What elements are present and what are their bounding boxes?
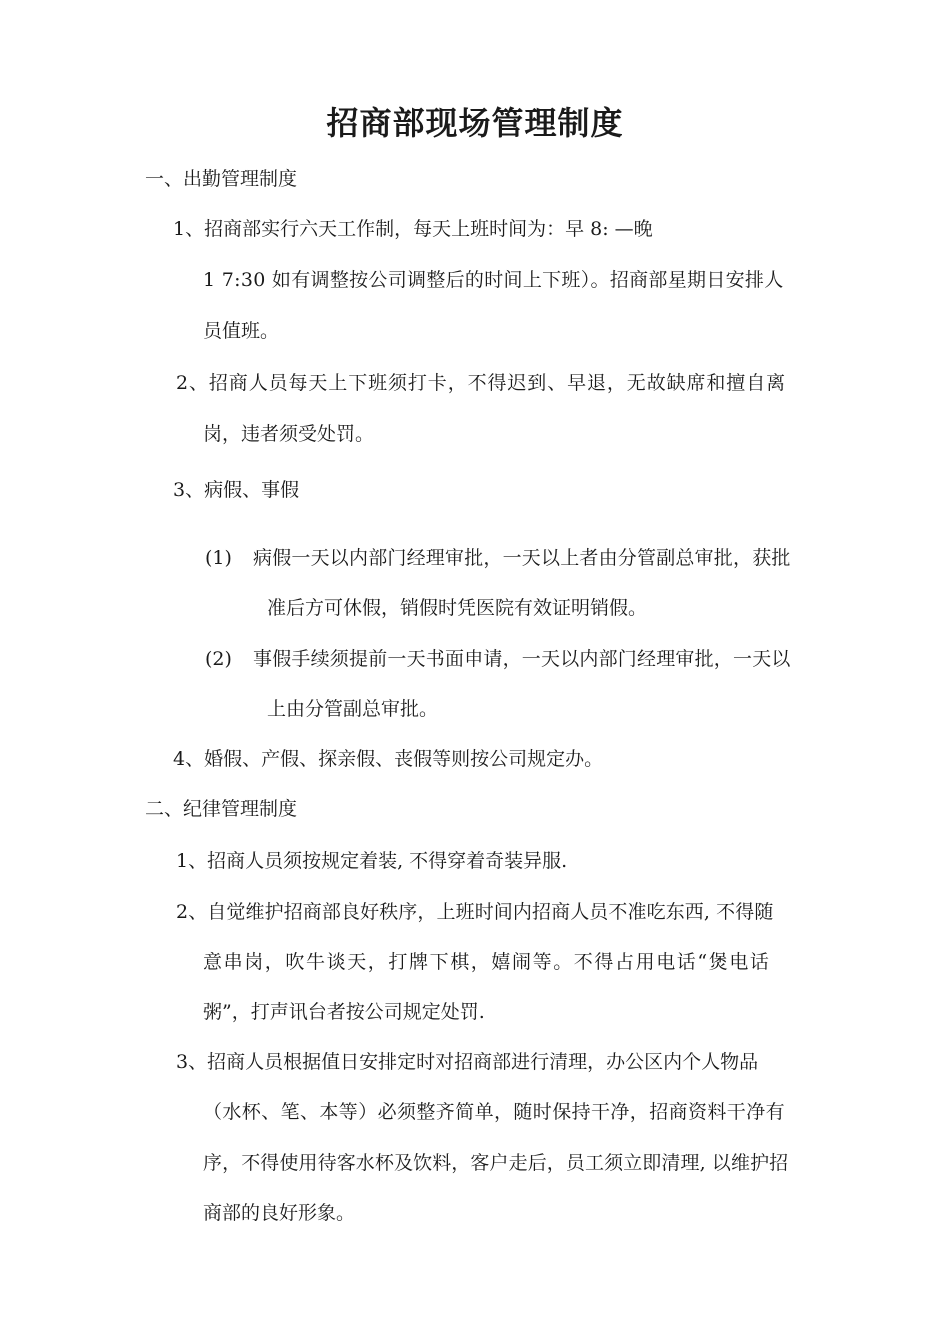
paragraph-line: 准后方可休假，销假时凭医院有效证明销假。 xyxy=(267,597,648,619)
paragraph-line: 4、婚假、产假、探亲假、丧假等则按公司规定办。 xyxy=(173,748,604,770)
paragraph-line: 2、自觉维护招商部良好秩序，上班时间内招商人员不准吃东西, 不得随 xyxy=(176,901,774,923)
paragraph-line: 意串岗，吹牛谈天，打牌下棋，嬉闹等。不得占用电话“煲电话 xyxy=(203,951,771,973)
paragraph-line: （水杯、笔、本等）必须整齐简单，随时保持干净，招商资料干净有 xyxy=(203,1101,786,1123)
document-title: 招商部现场管理制度 xyxy=(326,104,624,142)
paragraph-line: 商部的良好形象。 xyxy=(203,1202,356,1224)
list-number: (2) xyxy=(205,648,232,670)
section-heading-attendance: 一、出勤管理制度 xyxy=(145,168,298,190)
paragraph-line: 岗，违者须受处罚。 xyxy=(203,423,375,445)
paragraph-line: 1、招商部实行六天工作制，每天上班时间为：早 8: —晚 xyxy=(173,218,653,240)
paragraph-line: 1 7:30 如有调整按公司调整后的时间上下班）。招商部星期日安排人 xyxy=(203,269,784,291)
paragraph-line: 病假一天以内部门经理审批，一天以上者由分管副总审批，获批 xyxy=(253,547,791,569)
paragraph-line: 序，不得使用待客水杯及饮料，客户走后，员工须立即清理, 以维护招 xyxy=(203,1152,789,1174)
paragraph-line: 1、招商人员须按规定着装, 不得穿着奇装异服. xyxy=(176,850,568,872)
paragraph-line: 2、招商人员每天上下班须打卡，不得迟到、早退，无故缺席和擅自离 xyxy=(176,372,786,394)
paragraph-line: 3、病假、事假 xyxy=(173,479,300,501)
paragraph-line: 上由分管副总审批。 xyxy=(267,698,439,720)
paragraph-line: 员值班。 xyxy=(203,320,280,342)
paragraph-line: 粥”，打声讯台者按公司规定处罚. xyxy=(203,1001,485,1023)
list-number: (1) xyxy=(205,547,232,569)
paragraph-line: 3、招商人员根据值日安排定时对招商部进行清理，办公区内个人物品 xyxy=(176,1051,759,1073)
paragraph-line: 事假手续须提前一天书面申请，一天以内部门经理审批，一天以 xyxy=(253,648,791,670)
section-heading-discipline: 二、纪律管理制度 xyxy=(145,798,298,820)
